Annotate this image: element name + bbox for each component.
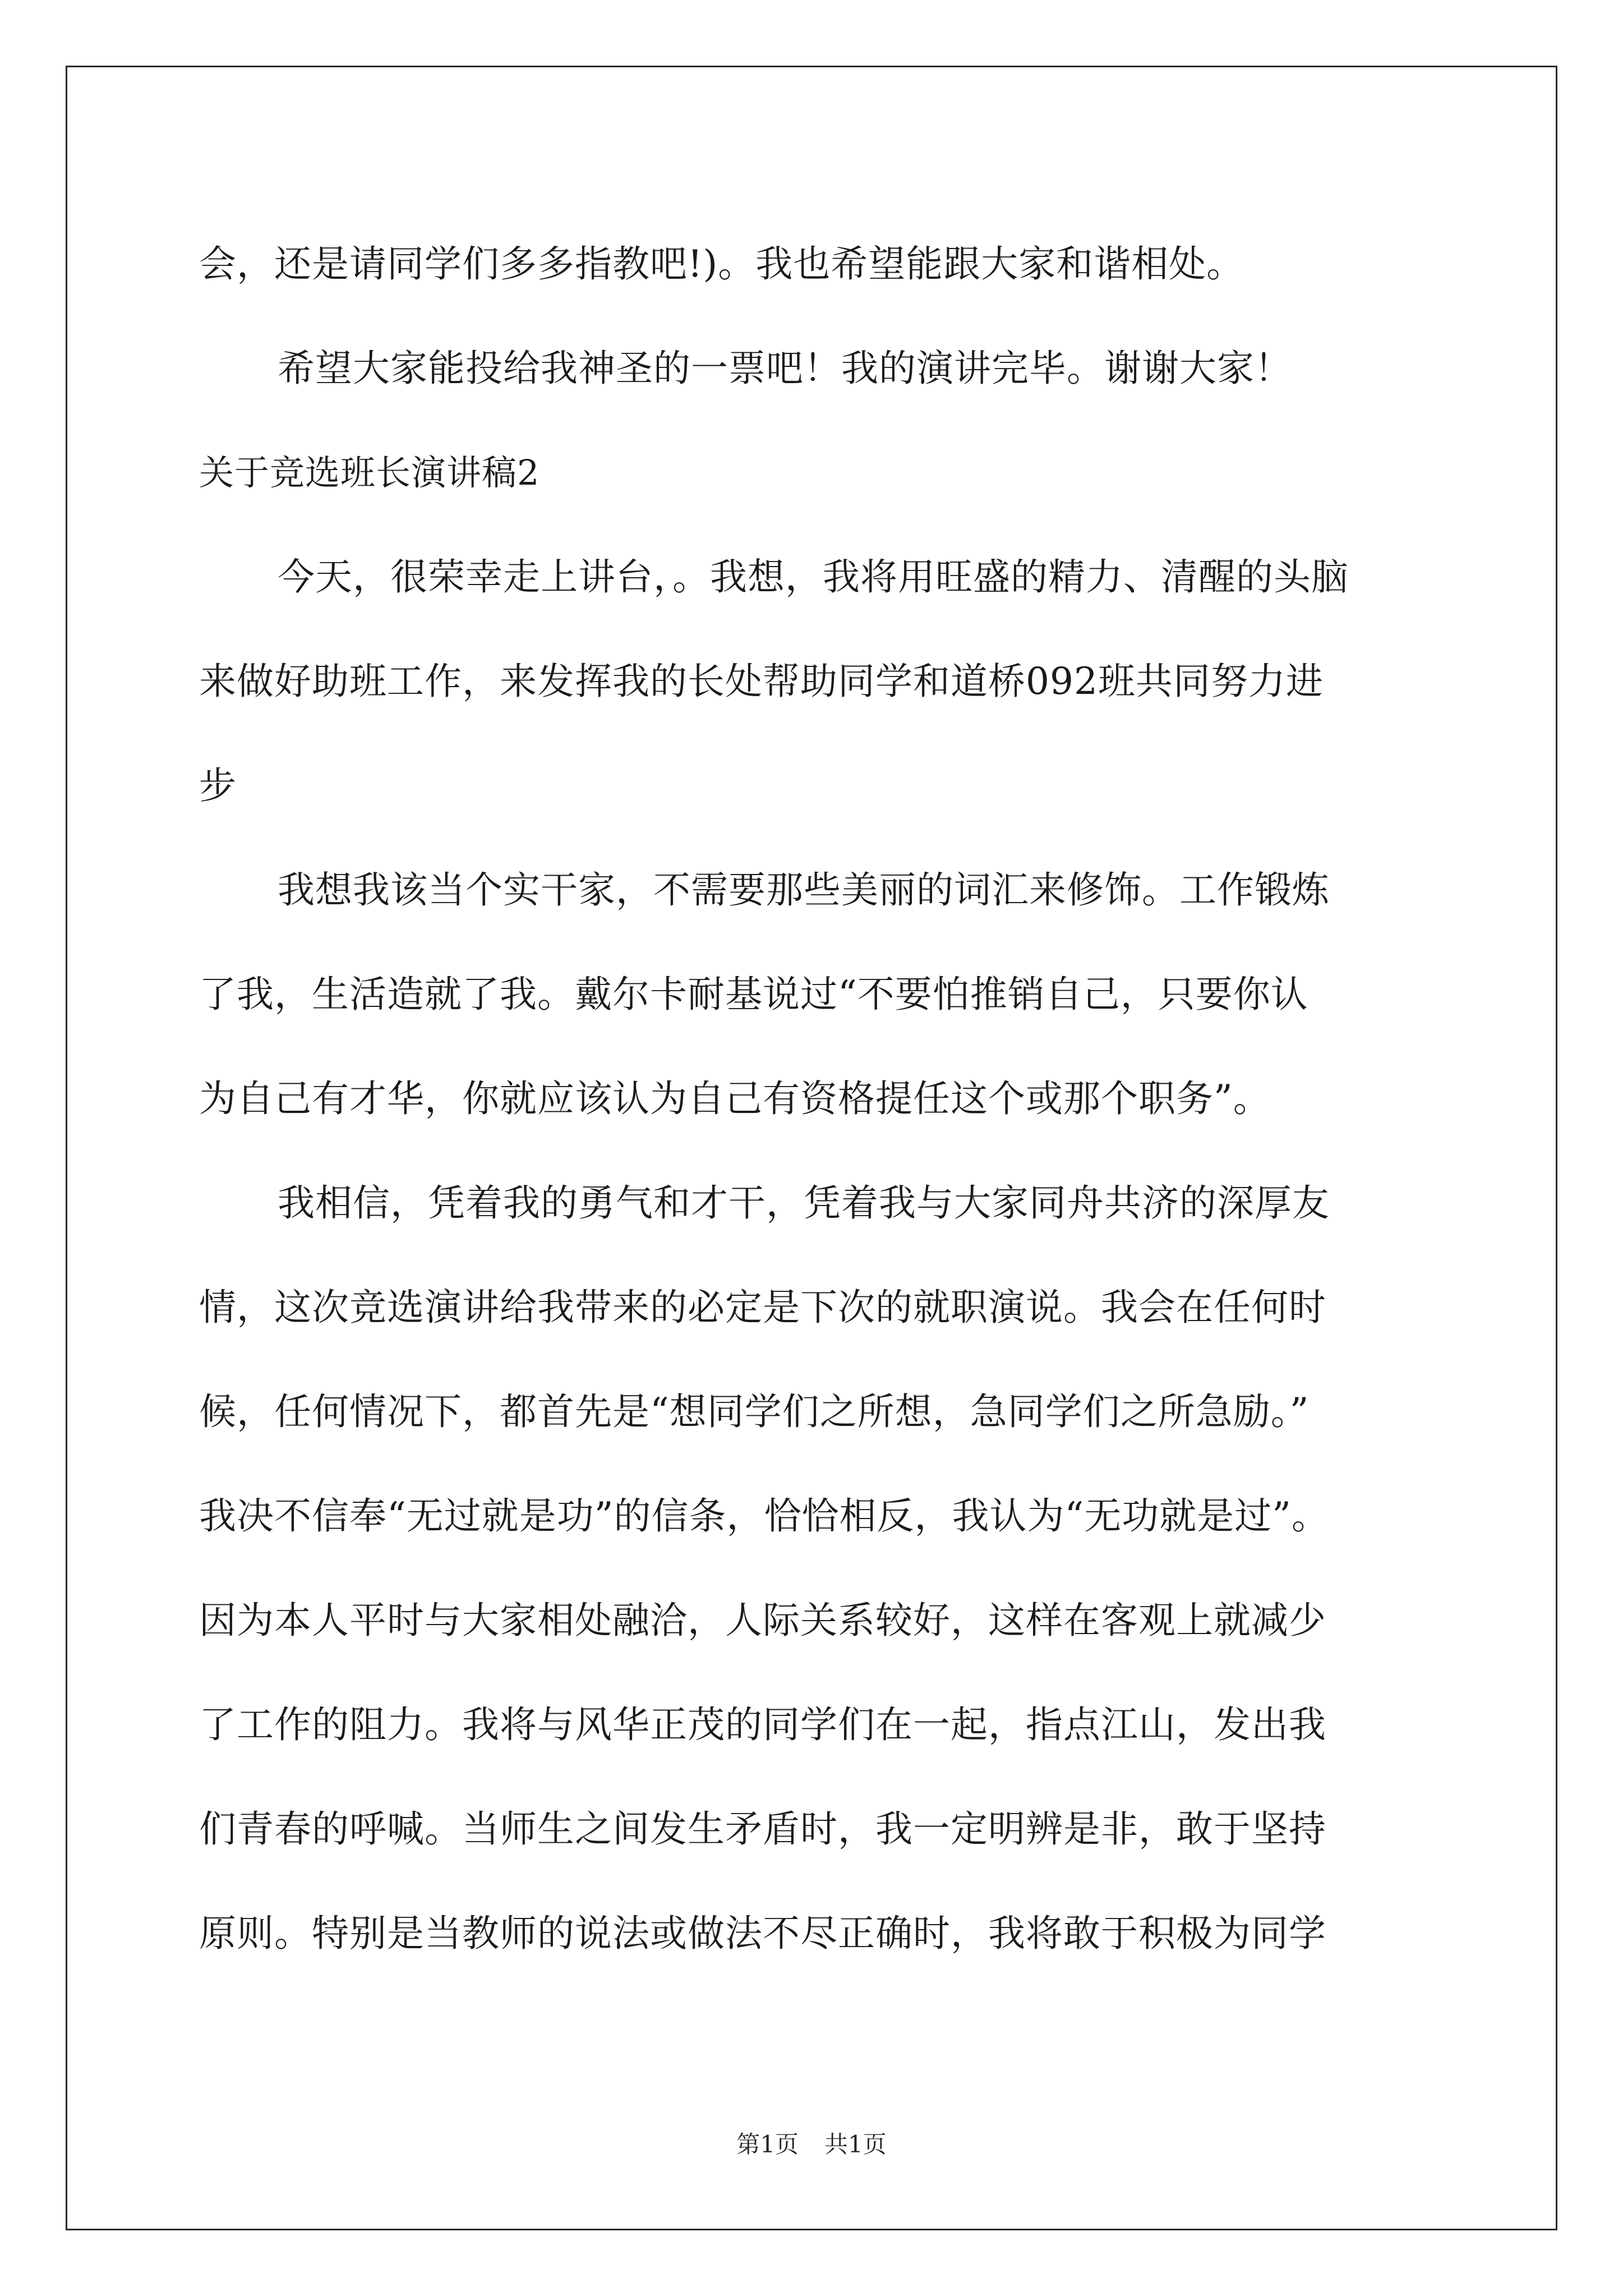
text-line: 为自己有才华，你就应该认为自己有资格提任这个或那个职务”。 [199,1077,1271,1120]
text-line: 今天，很荣幸走上讲台，。我想，我将用旺盛的精力、清醒的头脑 [278,555,1349,599]
page-footer [0,2128,1623,2161]
text-line: 我想我该当个实干家，不需要那些美丽的词汇来修饰。工作锻炼 [278,868,1330,912]
text-line: 步 [199,764,237,807]
text-line: 我相信，凭着我的勇气和才干，凭着我与大家同舟共济的深厚友 [278,1181,1330,1225]
text-line: 情，这次竞选演讲给我带来的必定是下次的就职演说。我会在任何时 [199,1286,1326,1329]
text-line: 了我，生活造就了我。戴尔卡耐基说过“不要怕推销自己，只要你认 [199,973,1308,1016]
section-heading: 关于竞选班长演讲稿2 [199,452,540,493]
document-body [199,212,1467,1986]
page-number: 第1页 [736,2131,799,2158]
text-line: 们青春的呼喊。当师生之间发生矛盾时，我一定明辨是非，敢于坚持 [199,1807,1326,1851]
text-line: 因为本人平时与大家相处融洽，人际关系较好，这样在客观上就减少 [199,1599,1326,1642]
text-line: 候，任何情况下，都首先是“想同学们之所想，急同学们之所急励。” [199,1390,1310,1433]
text-line: 来做好助班工作，来发挥我的长处帮助同学和道桥092班共同努力进 [199,660,1324,703]
text-line: 我决不信奉“无过就是功”的信条，恰恰相反，我认为“无功就是过”。 [199,1494,1329,1538]
page-count: 共1页 [824,2131,887,2158]
text-line: 会，还是请同学们多多指教吧!)。我也希望能跟大家和谐相处。 [199,242,1244,286]
text-line: 了工作的阻力。我将与风华正茂的同学们在一起，指点江山，发出我 [199,1703,1326,1746]
text-line: 希望大家能投给我神圣的一票吧！我的演讲完毕。谢谢大家！ [278,347,1292,390]
text-line: 原则。特别是当教师的说法或做法不尽正确时，我将敢于积极为同学 [199,1912,1326,1955]
